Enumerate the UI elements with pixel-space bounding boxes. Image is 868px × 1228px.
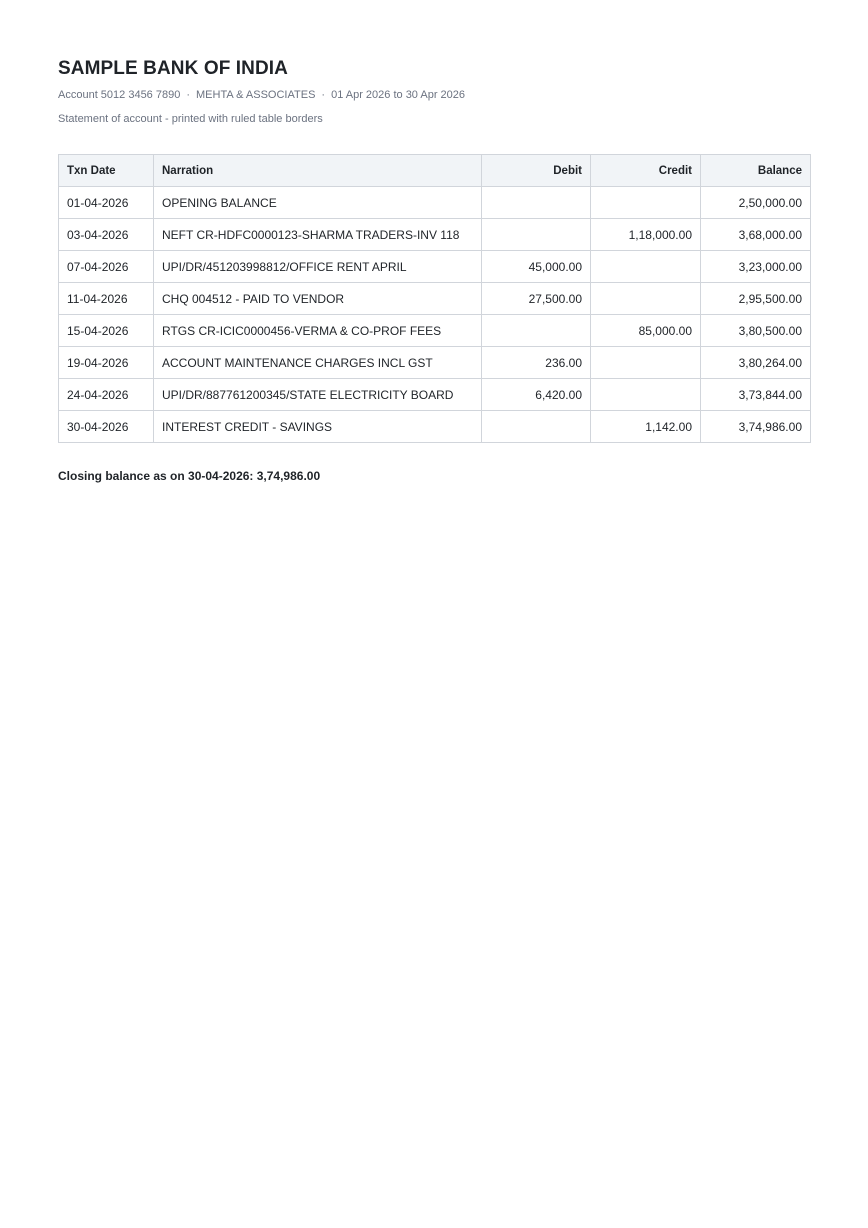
- table-row: [59, 347, 811, 379]
- debit-cell: 27,500.00: [482, 283, 591, 315]
- txn-date-cell: 07-04-2026: [59, 251, 154, 283]
- txn-date-cell: 24-04-2026: [59, 379, 154, 411]
- narration-cell: OPENING BALANCE: [154, 187, 482, 219]
- meta-separator: ·: [321, 89, 326, 101]
- balance-cell: 3,74,986.00: [701, 411, 811, 443]
- column-header-balance: Balance: [701, 155, 811, 187]
- credit-cell: 1,142.00: [591, 411, 701, 443]
- statement-period: 01 Apr 2026 to 30 Apr 2026: [331, 89, 466, 101]
- closing-balance: Closing balance as on 30-04-2026: 3,74,986.00: [58, 469, 321, 483]
- debit-cell: [482, 315, 591, 347]
- account-number: Account 5012 3456 7890: [58, 89, 181, 101]
- narration-cell: ACCOUNT MAINTENANCE CHARGES INCL GST: [154, 347, 482, 379]
- statement-subtitle: Statement of account - printed with ruled table borders: [58, 113, 323, 125]
- table-row: [59, 379, 811, 411]
- credit-cell: 1,18,000.00: [591, 219, 701, 251]
- narration-cell: RTGS CR-ICIC0000456-VERMA & CO-PROF FEES: [154, 315, 482, 347]
- table-row: [59, 251, 811, 283]
- statement-page: [58, 58, 810, 483]
- debit-cell: [482, 219, 591, 251]
- narration-cell: CHQ 004512 - PAID TO VENDOR: [154, 283, 482, 315]
- narration-cell: UPI/DR/451203998812/OFFICE RENT APRIL: [154, 251, 482, 283]
- balance-cell: 3,80,500.00: [701, 315, 811, 347]
- balance-cell: 3,80,264.00: [701, 347, 811, 379]
- meta-separator: ·: [186, 89, 190, 101]
- account-meta: [58, 88, 810, 102]
- table-row: [59, 187, 811, 219]
- debit-cell: [482, 187, 591, 219]
- balance-cell: 3,73,844.00: [701, 379, 811, 411]
- column-header-debit: Debit: [482, 155, 591, 187]
- debit-cell: 45,000.00: [482, 251, 591, 283]
- credit-cell: 85,000.00: [591, 315, 701, 347]
- txn-date-cell: 03-04-2026: [59, 219, 154, 251]
- bank-name: SAMPLE BANK OF INDIA: [58, 58, 288, 79]
- balance-cell: 3,23,000.00: [701, 251, 811, 283]
- debit-cell: 236.00: [482, 347, 591, 379]
- balance-cell: 2,95,500.00: [701, 283, 811, 315]
- transactions-table: [58, 154, 811, 443]
- credit-cell: [591, 379, 701, 411]
- narration-cell: NEFT CR-HDFC0000123-SHARMA TRADERS-INV 118: [154, 219, 482, 251]
- table-row: [59, 315, 811, 347]
- balance-cell: 3,68,000.00: [701, 219, 811, 251]
- table-row: [59, 219, 811, 251]
- table-header-row: [59, 155, 811, 187]
- credit-cell: [591, 283, 701, 315]
- credit-cell: [591, 187, 701, 219]
- debit-cell: 6,420.00: [482, 379, 591, 411]
- credit-cell: [591, 251, 701, 283]
- txn-date-cell: 19-04-2026: [59, 347, 154, 379]
- column-header-txn-date: Txn Date: [59, 155, 154, 187]
- credit-cell: [591, 347, 701, 379]
- account-holder: MEHTA & ASSOCIATES: [196, 89, 316, 101]
- txn-date-cell: 15-04-2026: [59, 315, 154, 347]
- debit-cell: [482, 411, 591, 443]
- column-header-credit: Credit: [591, 155, 701, 187]
- narration-cell: INTEREST CREDIT - SAVINGS: [154, 411, 482, 443]
- table-row: [59, 283, 811, 315]
- txn-date-cell: 11-04-2026: [59, 283, 154, 315]
- column-header-narration: Narration: [154, 155, 482, 187]
- txn-date-cell: 30-04-2026: [59, 411, 154, 443]
- narration-cell: UPI/DR/887761200345/STATE ELECTRICITY BOARD: [154, 379, 482, 411]
- txn-date-cell: 01-04-2026: [59, 187, 154, 219]
- table-row: [59, 411, 811, 443]
- balance-cell: 2,50,000.00: [701, 187, 811, 219]
